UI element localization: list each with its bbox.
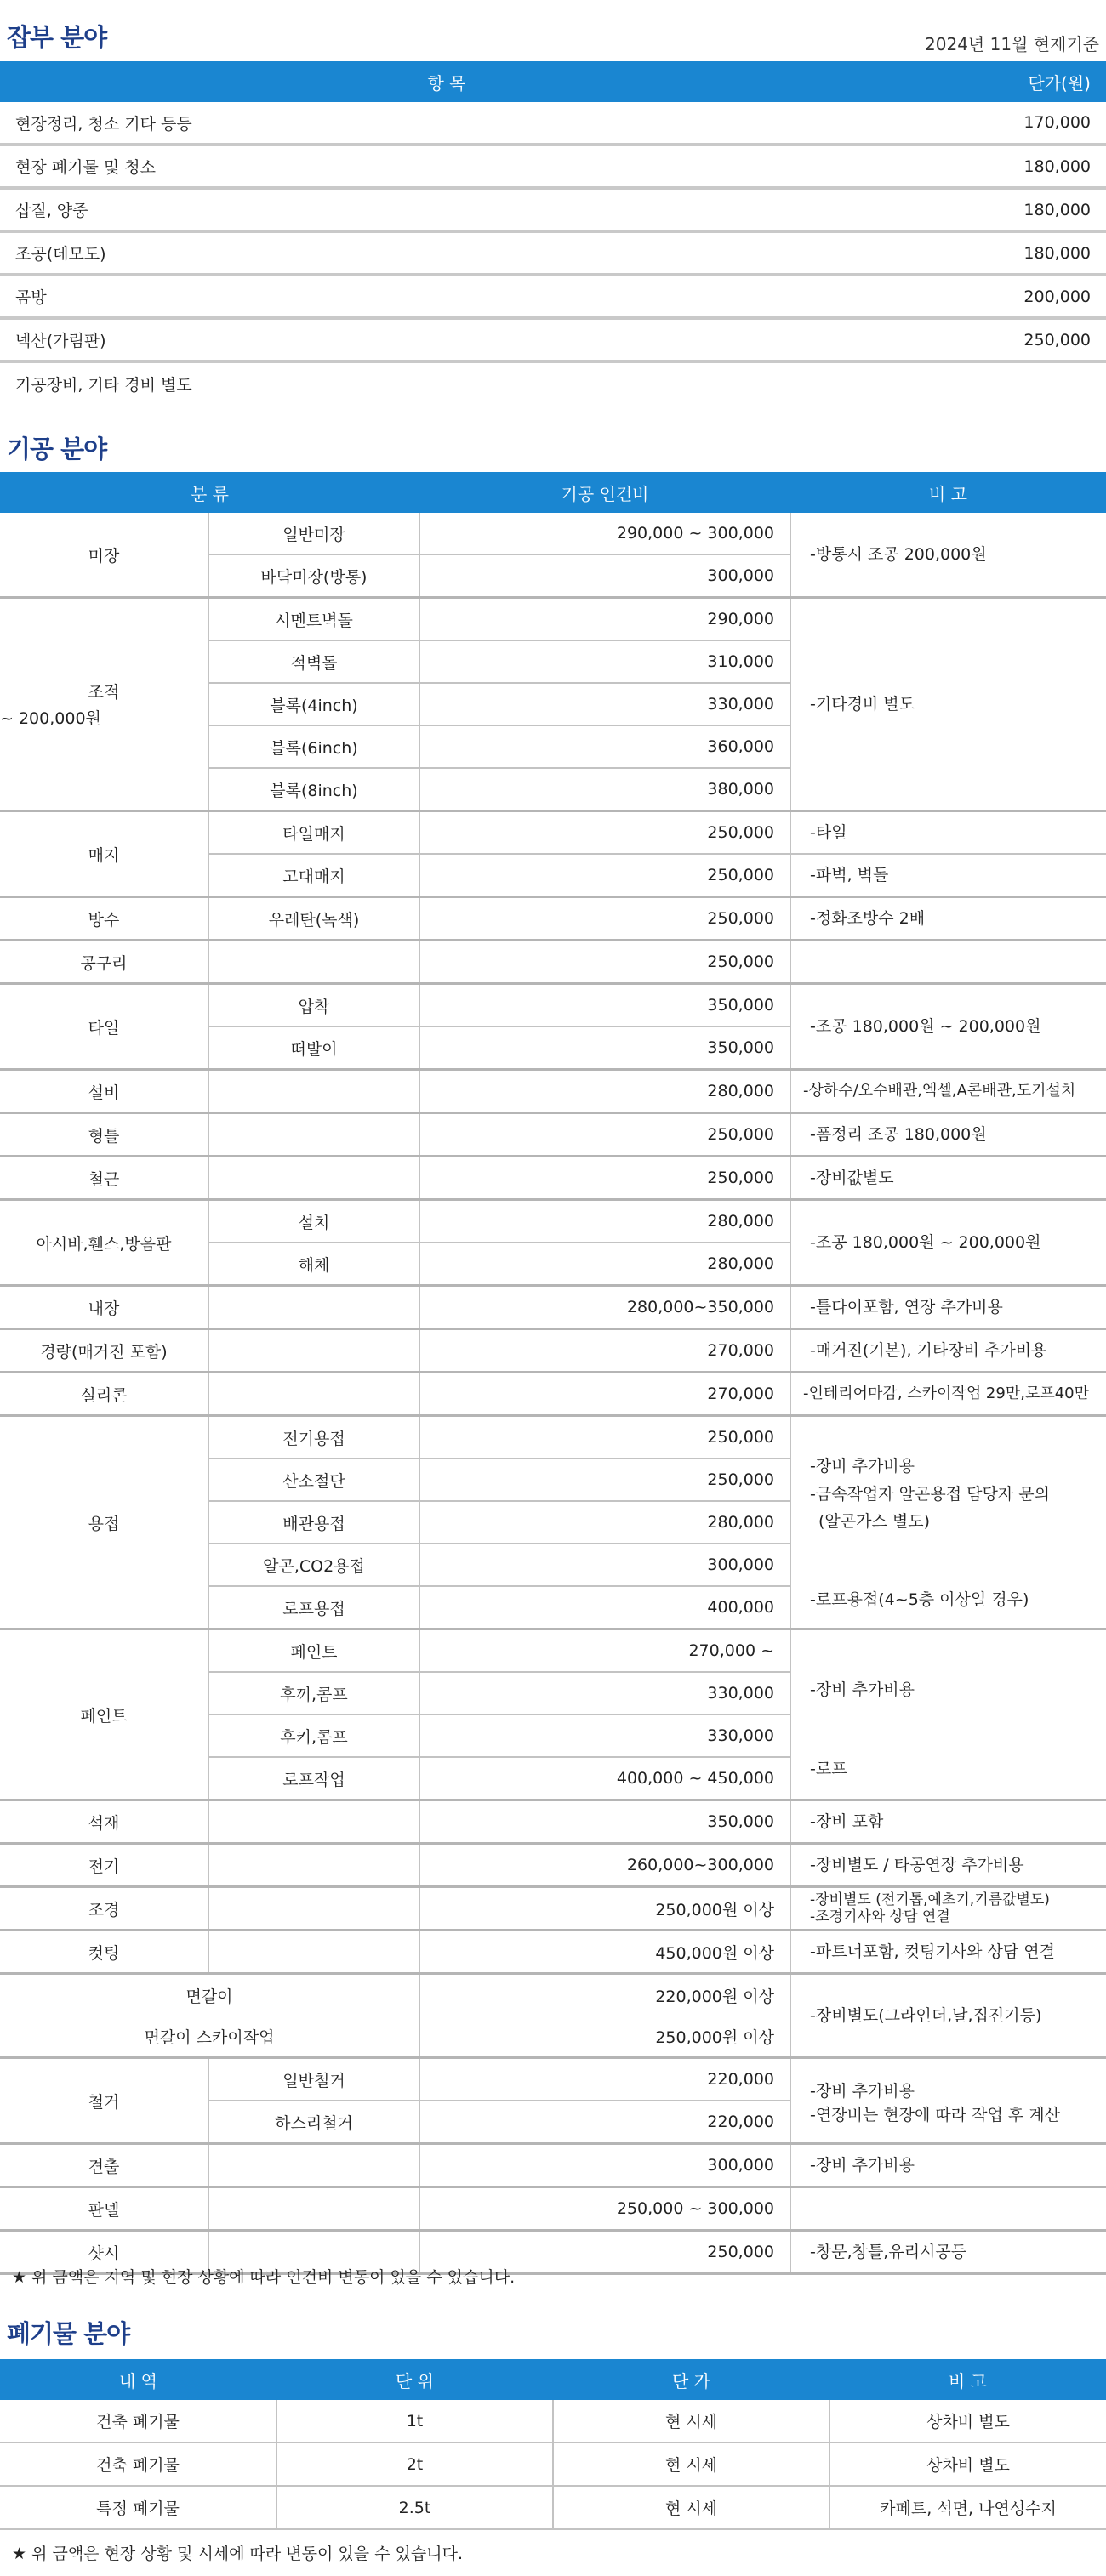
category: 형틀 bbox=[0, 1113, 208, 1157]
header-price: 단 가 bbox=[553, 2359, 830, 2400]
labor-cost: 260,000~300,000 bbox=[419, 1844, 790, 1887]
note: -인테리어마감, 스카이작업 29만,로프40만 bbox=[790, 1373, 1106, 1416]
labor-cost: 280,000 bbox=[419, 1243, 790, 1286]
subcategory: 산소절단 bbox=[208, 1459, 419, 1501]
table-row bbox=[0, 188, 1106, 231]
labor-cost: 450,000원 이상 bbox=[419, 1931, 790, 1974]
subcategory: 일반철거 bbox=[208, 2058, 419, 2101]
labor-cost: 270,000 bbox=[419, 1329, 790, 1373]
labor-cost: 270,000 ~ bbox=[419, 1629, 790, 1673]
labor-cost: 400,000 ~ 450,000 bbox=[419, 1757, 790, 1800]
item-name: 기공장비, 기타 경비 별도 bbox=[15, 375, 192, 395]
labor-cost: 360,000 bbox=[419, 725, 790, 768]
note: -조공 180,000원 ~ 200,000원 bbox=[790, 984, 1106, 1070]
header-item: 내 역 bbox=[0, 2359, 276, 2400]
note bbox=[790, 1887, 1106, 1931]
note-line: (알곤가스 별도) bbox=[818, 1512, 930, 1531]
waste-unit: 1t bbox=[276, 2400, 553, 2442]
table-row bbox=[0, 1974, 1106, 2016]
labor-cost: 220,000원 이상 bbox=[419, 1974, 790, 2016]
category: 샷시 bbox=[0, 2231, 208, 2274]
subcategory: 우레탄(녹색) bbox=[208, 897, 419, 941]
subcategory: 블록(4inch) bbox=[208, 683, 419, 725]
table-row bbox=[0, 2400, 1106, 2442]
category: 내장 bbox=[0, 1286, 208, 1329]
labor-cost: 380,000 bbox=[419, 768, 790, 811]
labor-cost: 250,000 bbox=[419, 811, 790, 855]
subcategory: 설치 bbox=[208, 1200, 419, 1243]
category: 면갈이 bbox=[0, 1974, 419, 2016]
category-label: 조적 bbox=[88, 683, 120, 702]
category: 용접 bbox=[0, 1416, 208, 1629]
labor-cost: 330,000 bbox=[419, 683, 790, 725]
note bbox=[790, 1416, 1106, 1629]
subcategory: 페인트 bbox=[208, 1629, 419, 1673]
subcategory: 시멘트벽돌 bbox=[208, 598, 419, 641]
table-row bbox=[0, 1286, 1106, 1329]
note: -창문,창틀,유리시공등 bbox=[790, 2231, 1106, 2274]
subcategory: 압착 bbox=[208, 984, 419, 1027]
item-name: 현장 폐기물 및 청소 bbox=[0, 145, 893, 188]
table-row bbox=[0, 2144, 1106, 2187]
item-price: 250,000 bbox=[893, 318, 1106, 361]
note-line: -로프 bbox=[810, 1760, 847, 1778]
labor-cost: 250,000 bbox=[419, 1416, 790, 1459]
item-name: 조공(데모도) bbox=[0, 231, 893, 275]
waste-table bbox=[0, 2359, 1106, 2530]
note: -파트너포함, 컷팅기사와 상담 연결 bbox=[790, 1931, 1106, 1974]
labor-cost: 250,000원 이상 bbox=[419, 1887, 790, 1931]
table-row bbox=[0, 1373, 1106, 1416]
table-row bbox=[0, 1200, 1106, 1243]
labor-cost: 350,000 bbox=[419, 984, 790, 1027]
waste-item: 특정 폐기물 bbox=[0, 2486, 276, 2529]
table-row bbox=[0, 2442, 1106, 2486]
table-row bbox=[0, 513, 1106, 554]
labor-cost: 300,000 bbox=[419, 554, 790, 598]
table-row bbox=[0, 318, 1106, 361]
note-line: -연장비는 현장에 따라 작업 후 계산 bbox=[810, 2106, 1061, 2124]
table-row bbox=[0, 941, 1106, 984]
subcategory: 전기용접 bbox=[208, 1416, 419, 1459]
skilled-footnote: ★ 위 금액은 지역 및 현장 상황에 따라 인건비 변동이 있을 수 있습니다. bbox=[12, 2268, 516, 2287]
note-line: -조경기사와 상담 연결 bbox=[810, 1908, 950, 1925]
note-line: -금속작업자 알곤용접 담당자 문의 bbox=[810, 1485, 1050, 1504]
subcategory: 고대매지 bbox=[208, 854, 419, 897]
waste-price: 현 시세 bbox=[553, 2486, 830, 2529]
waste-price: 현 시세 bbox=[553, 2442, 830, 2486]
note bbox=[790, 2058, 1106, 2144]
labor-cost: 300,000 bbox=[419, 2144, 790, 2187]
item-price: 170,000 bbox=[893, 102, 1106, 145]
subcategory: 후키,콤프 bbox=[208, 1714, 419, 1757]
subcategory: 로프용접 bbox=[208, 1586, 419, 1629]
labor-cost: 310,000 bbox=[419, 640, 790, 683]
labor-cost: 250,000 bbox=[419, 941, 790, 984]
category: 매지 bbox=[0, 811, 208, 897]
category: 면갈이 스카이작업 bbox=[0, 2016, 419, 2058]
category: 공구리 bbox=[0, 941, 208, 984]
labor-cost: 280,000~350,000 bbox=[419, 1286, 790, 1329]
subcategory: 떠발이 bbox=[208, 1026, 419, 1070]
table-row bbox=[0, 897, 1106, 941]
note-line: -장비 추가비용 bbox=[810, 1457, 915, 1476]
subcategory: 로프작업 bbox=[208, 1757, 419, 1800]
category: 설비 bbox=[0, 1070, 208, 1113]
waste-note: 상차비 별도 bbox=[830, 2442, 1106, 2486]
table-row bbox=[0, 1887, 1106, 1931]
waste-footnote: ★ 위 금액은 현장 상황 및 시세에 따라 변동이 있을 수 있습니다. bbox=[12, 2545, 464, 2563]
table-row bbox=[0, 102, 1106, 145]
note: -폼정리 조공 180,000원 bbox=[790, 1113, 1106, 1157]
labor-cost: 250,000 ~ 300,000 bbox=[419, 2187, 790, 2231]
waste-unit: 2.5t bbox=[276, 2486, 553, 2529]
note: -방통시 조공 200,000원 bbox=[790, 513, 1106, 598]
waste-note: 카페트, 석면, 나연성수지 bbox=[830, 2486, 1106, 2529]
note: -파벽, 벽돌 bbox=[790, 854, 1106, 897]
note-line: -장비 추가비용 bbox=[810, 2082, 915, 2101]
table-row bbox=[0, 1416, 1106, 1459]
subcategory: 바닥미장(방통) bbox=[208, 554, 419, 598]
table-row bbox=[0, 145, 1106, 188]
category: 조경 bbox=[0, 1887, 208, 1931]
table-row bbox=[0, 2058, 1106, 2101]
labor-cost: 350,000 bbox=[419, 1026, 790, 1070]
misc-table bbox=[0, 61, 1106, 404]
table-row bbox=[0, 1629, 1106, 1673]
category: 페인트 bbox=[0, 1629, 208, 1800]
category: 미장 bbox=[0, 513, 208, 598]
table-row bbox=[0, 1113, 1106, 1157]
labor-cost: 250,000원 이상 bbox=[419, 2016, 790, 2058]
note-line: -장비 추가비용 bbox=[810, 1680, 915, 1699]
subcategory: 타일매지 bbox=[208, 811, 419, 855]
subcategory: 해체 bbox=[208, 1243, 419, 1286]
labor-cost: 280,000 bbox=[419, 1501, 790, 1544]
item-price: 180,000 bbox=[893, 145, 1106, 188]
labor-cost: 220,000 bbox=[419, 2058, 790, 2101]
waste-item: 건축 폐기물 bbox=[0, 2400, 276, 2442]
item-price: 200,000 bbox=[893, 275, 1106, 318]
note: -조공 180,000원 ~ 200,000원 bbox=[790, 1200, 1106, 1286]
labor-cost: 330,000 bbox=[419, 1714, 790, 1757]
table-row bbox=[0, 2486, 1106, 2529]
labor-cost: 250,000 bbox=[419, 2231, 790, 2274]
note: -매거진(기본), 기타장비 추가비용 bbox=[790, 1329, 1106, 1373]
labor-cost: 330,000 bbox=[419, 1672, 790, 1714]
waste-unit: 2t bbox=[276, 2442, 553, 2486]
category: 실리콘 bbox=[0, 1373, 208, 1416]
note: -틀다이포함, 연장 추가비용 bbox=[790, 1286, 1106, 1329]
item-name: 넥산(가림판) bbox=[0, 318, 893, 361]
header-labor-cost: 기공 인건비 bbox=[419, 472, 790, 513]
category: 견출 bbox=[0, 2144, 208, 2187]
table-row bbox=[0, 1800, 1106, 1844]
table-row bbox=[0, 1070, 1106, 1113]
header-category: 분 류 bbox=[0, 472, 419, 513]
subcategory: 후끼,콤프 bbox=[208, 1672, 419, 1714]
labor-cost: 220,000 bbox=[419, 2101, 790, 2144]
item-price bbox=[893, 361, 1106, 404]
table-row bbox=[0, 1329, 1106, 1373]
category: 판넬 bbox=[0, 2187, 208, 2231]
table-row bbox=[0, 275, 1106, 318]
header-note: 비 고 bbox=[790, 472, 1106, 513]
note: -장비별도(그라인더,날,집진기등) bbox=[790, 1974, 1106, 2058]
table-row bbox=[0, 231, 1106, 275]
category: 컷팅 bbox=[0, 1931, 208, 1974]
labor-cost: 250,000 bbox=[419, 1459, 790, 1501]
table-row bbox=[0, 361, 1106, 404]
subcategory: 적벽돌 bbox=[208, 640, 419, 683]
item-name: 곰방 bbox=[0, 275, 893, 318]
table-row bbox=[0, 1844, 1106, 1887]
category: 전기 bbox=[0, 1844, 208, 1887]
category: 석재 bbox=[0, 1800, 208, 1844]
note: -상하수/오수배관,엑셀,A콘배관,도기설치 bbox=[790, 1070, 1106, 1113]
item-name: 삽질, 양중 bbox=[0, 188, 893, 231]
category: 철근 bbox=[0, 1157, 208, 1200]
item-name: 현장정리, 청소 기타 등등 bbox=[0, 102, 893, 145]
labor-cost: 350,000 bbox=[419, 1800, 790, 1844]
note: -장비별도 / 타공연장 추가비용 bbox=[790, 1844, 1106, 1887]
category: 방수 bbox=[0, 897, 208, 941]
note bbox=[790, 1629, 1106, 1800]
labor-cost: 250,000 bbox=[419, 1157, 790, 1200]
labor-cost: 400,000 bbox=[419, 1586, 790, 1629]
header-unit: 단 위 bbox=[276, 2359, 553, 2400]
subcategory: 블록(6inch) bbox=[208, 725, 419, 768]
subcategory: 블록(8inch) bbox=[208, 768, 419, 811]
header-note: 비 고 bbox=[830, 2359, 1106, 2400]
note-line: -장비별도 (전기톱,예초기,기름값별도) bbox=[810, 1891, 1050, 1908]
category bbox=[0, 598, 208, 811]
subcategory: 일반미장 bbox=[208, 513, 419, 554]
subcategory: 알곤,CO2용접 bbox=[208, 1544, 419, 1586]
labor-cost: 290,000 ~ 300,000 bbox=[419, 513, 790, 554]
category: 아시바,휀스,방음판 bbox=[0, 1200, 208, 1286]
table-row bbox=[0, 2187, 1106, 2231]
section-title-misc: 잡부 분야 bbox=[7, 23, 107, 52]
table-row bbox=[0, 984, 1106, 1027]
note-line: -로프용접(4~5층 이상일 경우) bbox=[810, 1590, 1029, 1609]
labor-cost: 300,000 bbox=[419, 1544, 790, 1586]
category: 경량(매거진 포함) bbox=[0, 1329, 208, 1373]
category-sublabel: ~ 200,000원 bbox=[0, 709, 101, 728]
note: -장비값별도 bbox=[790, 1157, 1106, 1200]
note: -타일 bbox=[790, 811, 1106, 855]
labor-cost: 270,000 bbox=[419, 1373, 790, 1416]
subcategory: 하스리철거 bbox=[208, 2101, 419, 2144]
table-row bbox=[0, 1931, 1106, 1974]
section-title-waste: 폐기물 분야 bbox=[7, 2319, 130, 2348]
item-price: 180,000 bbox=[893, 188, 1106, 231]
waste-price: 현 시세 bbox=[553, 2400, 830, 2442]
labor-cost: 280,000 bbox=[419, 1200, 790, 1243]
note: -장비 포함 bbox=[790, 1800, 1106, 1844]
category: 철거 bbox=[0, 2058, 208, 2144]
note: -정화조방수 2배 bbox=[790, 897, 1106, 941]
note: -장비 추가비용 bbox=[790, 2144, 1106, 2187]
skilled-table bbox=[0, 472, 1106, 2275]
header-item: 항 목 bbox=[0, 61, 893, 102]
item-price: 180,000 bbox=[893, 231, 1106, 275]
header-price: 단가(원) bbox=[893, 61, 1106, 102]
note: -기타경비 별도 bbox=[790, 598, 1106, 811]
as-of-date: 2024년 11월 현재기준 bbox=[925, 34, 1099, 54]
table-row bbox=[0, 811, 1106, 855]
labor-cost: 280,000 bbox=[419, 1070, 790, 1113]
subcategory: 배관용접 bbox=[208, 1501, 419, 1544]
section-title-skilled: 기공 분야 bbox=[7, 435, 107, 463]
waste-item: 건축 폐기물 bbox=[0, 2442, 276, 2486]
table-row bbox=[0, 598, 1106, 641]
labor-cost: 250,000 bbox=[419, 854, 790, 897]
labor-cost: 250,000 bbox=[419, 897, 790, 941]
labor-cost: 290,000 bbox=[419, 598, 790, 641]
category: 타일 bbox=[0, 984, 208, 1070]
waste-note: 상차비 별도 bbox=[830, 2400, 1106, 2442]
labor-cost: 250,000 bbox=[419, 1113, 790, 1157]
table-row bbox=[0, 1157, 1106, 1200]
